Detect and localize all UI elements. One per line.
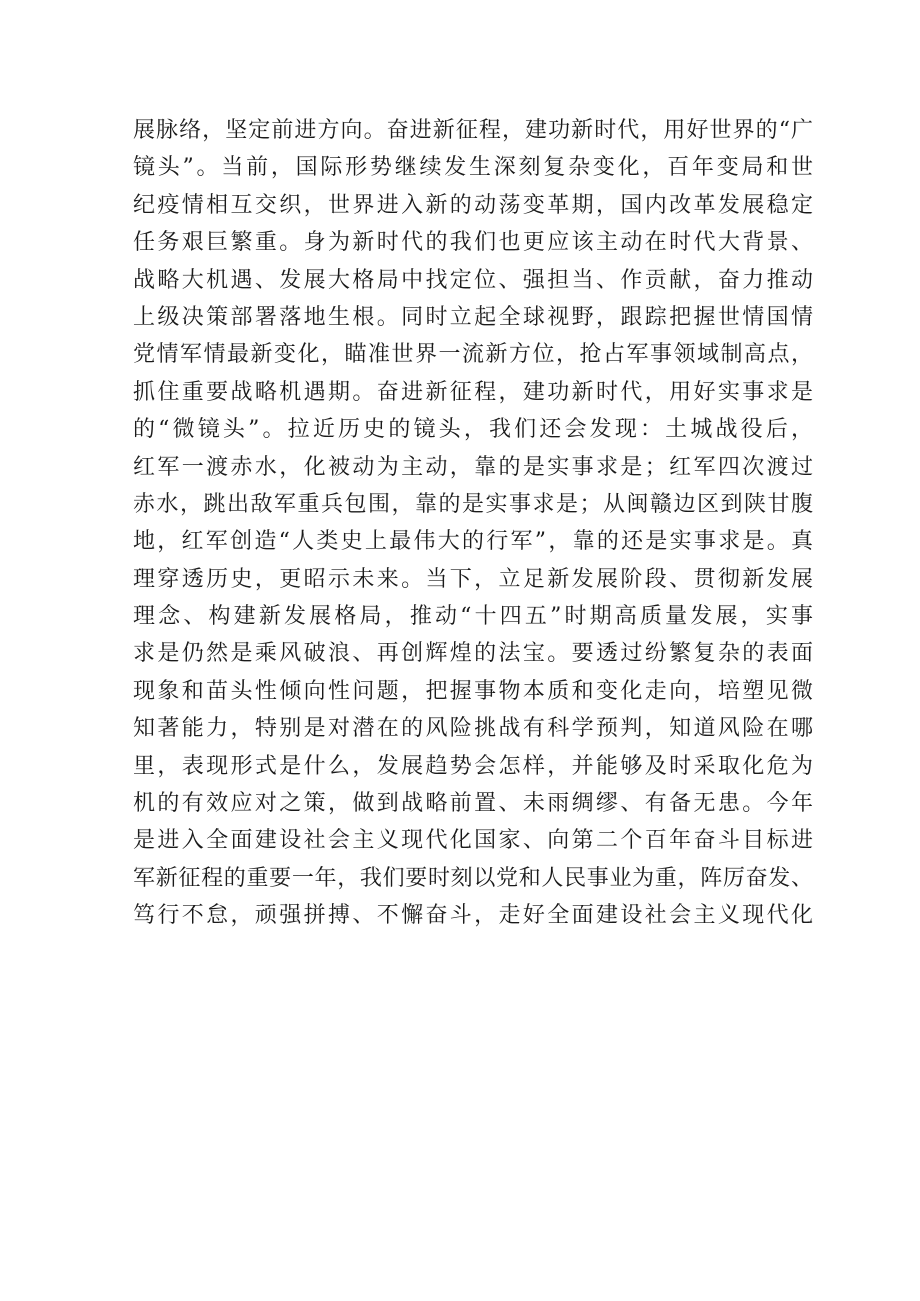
text-line: 现象和苗头性倾向性问题，把握事物本质和变化走向，培塑见微 bbox=[133, 678, 813, 704]
text-line: 是进入全面建设社会主义现代化国家、向第二个百年奋斗目标进 bbox=[133, 828, 813, 854]
text-line: 理穿透历史，更昭示未来。当下，立足新发展阶段、贯彻新发展 bbox=[133, 566, 813, 592]
text-line: 抓住重要战略机遇期。奋进新征程，建功新时代，用好实事求是 bbox=[133, 379, 813, 405]
text-line: 镜头”。当前，国际形势继续发生深刻复杂变化，百年变局和世 bbox=[133, 155, 813, 181]
text-line: 理念、构建新发展格局，推动“十四五”时期高质量发展，实事 bbox=[133, 604, 813, 630]
text-line: 机的有效应对之策，做到战略前置、未雨绸缪、有备无患。今年 bbox=[133, 791, 813, 817]
body-text bbox=[133, 112, 813, 935]
text-line: 知著能力，特别是对潜在的风险挑战有科学预判，知道风险在哪 bbox=[133, 716, 813, 742]
text-line: 军新征程的重要一年，我们要时刻以党和人民事业为重，阵厉奋发、 bbox=[133, 865, 813, 891]
text-line: 展脉络，坚定前进方向。奋进新征程，建功新时代，用好世界的“广 bbox=[133, 118, 813, 143]
text-line: 战略大机遇、发展大格局中找定位、强担当、作贡献，奋力推动 bbox=[133, 267, 813, 293]
text-line: 上级决策部署落地生根。同时立起全球视野，跟踪把握世情国情 bbox=[133, 304, 813, 330]
text-line: 求是仍然是乘风破浪、再创辉煌的法宝。要透过纷繁复杂的表面 bbox=[133, 641, 813, 667]
text-line: 笃行不怠，顽强拼搏、不懈奋斗，走好全面建设社会主义现代化 bbox=[133, 903, 813, 929]
text-line: 地，红军创造“人类史上最伟大的行军”，靠的还是实事求是。真 bbox=[133, 529, 813, 555]
text-line: 红军一渡赤水，化被动为主动，靠的是实事求是；红军四次渡过 bbox=[133, 454, 813, 480]
text-line: 里，表现形式是什么，发展趋势会怎样，并能够及时采取化危为 bbox=[133, 753, 813, 779]
text-line: 的“微镜头”。拉近历史的镜头，我们还会发现：土城战役后， bbox=[133, 417, 813, 443]
text-line: 任务艰巨繁重。身为新时代的我们也更应该主动在时代大背景、 bbox=[133, 230, 813, 256]
text-line: 党情军情最新变化，瞄准世界一流新方位，抢占军事领域制高点， bbox=[133, 342, 813, 368]
text-line: 赤水，跳出敌军重兵包围，靠的是实事求是；从闽赣边区到陕甘腹 bbox=[133, 491, 813, 517]
text-line: 纪疫情相互交织，世界进入新的动荡变革期，国内改革发展稳定 bbox=[133, 192, 813, 218]
